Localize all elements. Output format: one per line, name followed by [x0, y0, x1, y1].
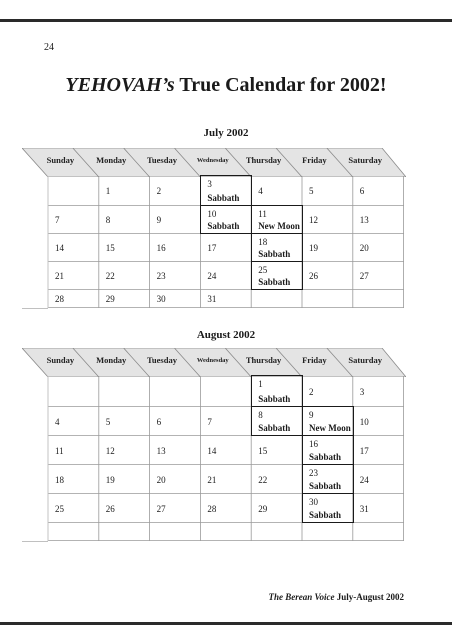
- day-number: 6: [156, 416, 162, 427]
- calendar-day-cell: [302, 176, 353, 206]
- day-number: 16: [156, 243, 166, 253]
- sabbath-label: Sabbath: [258, 423, 291, 433]
- highlighted-day-frame: [251, 233, 303, 262]
- highlighted-day-frame: [302, 493, 354, 523]
- weekday-thursday: Thursday: [245, 355, 282, 365]
- calendar-day-cell: [353, 494, 404, 523]
- weekday-saturday: Saturday: [348, 155, 382, 165]
- day-number: 7: [55, 215, 60, 225]
- day-number: 4: [258, 186, 263, 196]
- august-calendar-title: August 2002: [196, 329, 256, 341]
- day-number: 14: [55, 243, 64, 253]
- day-number: 1: [105, 186, 111, 196]
- calendar-day-cell: [302, 234, 353, 262]
- day-number: 15: [105, 243, 115, 253]
- calendar-day-cell: [302, 262, 353, 290]
- new-moon-label: New Moon: [258, 221, 300, 231]
- highlighted-day-frame: [251, 406, 303, 436]
- highlighted-day-frame: [200, 175, 252, 206]
- calendar-day-cell: [48, 465, 99, 494]
- day-number: 7: [207, 416, 212, 427]
- day-number: 17: [207, 243, 217, 253]
- weekday-friday: Friday: [302, 355, 327, 365]
- day-number: 15: [258, 445, 268, 456]
- day-number: 20: [156, 474, 166, 485]
- day-number: 18: [258, 237, 268, 247]
- calendar-day-cell: [48, 407, 99, 436]
- day-number: 31: [359, 503, 369, 514]
- calendar-day-cell: [353, 465, 404, 494]
- weekday-friday: Friday: [302, 155, 327, 165]
- weekday-tuesday: Tuesday: [147, 155, 177, 165]
- day-number: 23: [156, 271, 166, 281]
- footer-publication: The Berean Voice: [268, 592, 335, 602]
- day-number: 9: [156, 215, 162, 225]
- calendar-day-cell: [150, 494, 201, 523]
- calendar-day-cell: [99, 176, 150, 206]
- day-number: 12: [105, 445, 115, 456]
- day-number: 21: [207, 474, 217, 485]
- footer-issue: July-August 2002: [334, 592, 404, 602]
- august-calendar-grid: [48, 376, 404, 541]
- calendar-day-cell: [99, 290, 150, 308]
- weekday-monday: Monday: [96, 355, 127, 365]
- title-rest: True Calendar for 2002!: [174, 74, 387, 96]
- day-number: 11: [55, 445, 64, 456]
- day-number: 5: [105, 416, 111, 427]
- calendar-day-cell: [150, 290, 201, 308]
- highlighted-day-frame: [251, 375, 303, 407]
- calendar-day-cell: [353, 176, 404, 206]
- day-number: 9: [309, 410, 314, 420]
- calendar-day-cell: [150, 206, 201, 234]
- calendar-day-cell: [99, 234, 150, 262]
- day-number: 3: [207, 179, 212, 189]
- day-number: 30: [156, 294, 166, 304]
- july-weekday-header: [22, 148, 406, 177]
- calendar-day-cell: [99, 407, 150, 436]
- calendar-day-cell: [353, 234, 404, 262]
- calendar-day-cell: [99, 494, 150, 523]
- calendar-day-cell: [353, 407, 404, 436]
- sabbath-label: Sabbath: [258, 394, 291, 404]
- day-number: 25: [55, 503, 64, 514]
- calendar-day-cell: [150, 436, 201, 465]
- day-number: 13: [359, 215, 369, 225]
- calendar-day-cell: [150, 176, 201, 206]
- calendar-day-cell: [48, 262, 99, 290]
- day-number: 29: [258, 503, 268, 514]
- day-number: 6: [359, 186, 365, 196]
- day-number: 22: [105, 271, 115, 281]
- day-number: 29: [105, 294, 115, 304]
- calendar-day-cell: [150, 465, 201, 494]
- bottom-rule: [0, 622, 452, 625]
- highlighted-day-frame: [302, 464, 354, 494]
- sabbath-label: Sabbath: [207, 221, 240, 231]
- day-number: 20: [359, 243, 369, 253]
- highlighted-day-frame: [302, 406, 354, 436]
- calendar-day-cell: [99, 262, 150, 290]
- calendar-day-cell: [251, 465, 302, 494]
- day-number: 12: [309, 215, 318, 225]
- weekday-monday: Monday: [96, 155, 127, 165]
- calendar-day-cell: [48, 290, 99, 308]
- day-number: 10: [207, 209, 217, 219]
- calendar-day-cell: [353, 436, 404, 465]
- weekday-wednesday: Wednesday: [196, 157, 229, 164]
- calendar-day-cell: [200, 465, 251, 494]
- sabbath-label: Sabbath: [309, 481, 342, 491]
- day-number: 24: [207, 271, 217, 281]
- day-number: 24: [359, 474, 369, 485]
- highlighted-day-frame: [302, 435, 354, 465]
- sabbath-label: Sabbath: [309, 510, 342, 520]
- weekday-tuesday: Tuesday: [147, 355, 177, 365]
- sabbath-label: Sabbath: [309, 452, 342, 462]
- day-number: 27: [156, 503, 166, 514]
- day-number: 13: [156, 445, 166, 456]
- day-number: 3: [359, 386, 365, 397]
- calendar-day-cell: [200, 290, 251, 308]
- calendar-day-cell: [200, 234, 251, 262]
- calendar-day-cell: [353, 376, 404, 407]
- calendar-day-cell: [48, 494, 99, 523]
- day-number: 28: [207, 503, 217, 514]
- top-rule: [0, 19, 452, 22]
- day-number: 16: [309, 439, 318, 449]
- title-italic: YEHOVAH’s: [65, 74, 175, 96]
- grid-bottom-edge: [22, 308, 48, 309]
- calendar-day-cell: [251, 436, 302, 465]
- footer-credit: [268, 592, 404, 602]
- day-number: 19: [105, 474, 115, 485]
- day-number: 23: [309, 468, 318, 478]
- weekday-thursday: Thursday: [245, 155, 282, 165]
- july-calendar-grid: [48, 176, 404, 308]
- day-number: 22: [258, 474, 268, 485]
- calendar-day-cell: [150, 407, 201, 436]
- calendar-day-cell: [251, 176, 302, 206]
- day-number: 31: [207, 294, 217, 304]
- sabbath-label: Sabbath: [207, 193, 240, 203]
- day-number: 8: [258, 410, 263, 420]
- day-number: 26: [309, 271, 318, 281]
- day-number: 25: [258, 265, 268, 275]
- weekday-wednesday: Wednesday: [196, 357, 229, 364]
- day-number: 19: [309, 243, 318, 253]
- page-number: 24: [44, 42, 54, 53]
- day-number: 2: [156, 186, 162, 196]
- day-number: 10: [359, 416, 369, 427]
- calendar-day-cell: [200, 494, 251, 523]
- weekday-sunday: Sunday: [46, 155, 75, 165]
- weekday-saturday: Saturday: [348, 355, 382, 365]
- highlighted-day-frame: [200, 205, 252, 234]
- day-number: 4: [55, 416, 60, 427]
- day-number: 2: [309, 386, 314, 397]
- day-number: 8: [105, 215, 111, 225]
- calendar-day-cell: [99, 436, 150, 465]
- day-number: 5: [309, 186, 314, 196]
- calendar-day-cell: [48, 436, 99, 465]
- highlighted-day-frame: [251, 205, 303, 234]
- calendar-day-cell: [48, 206, 99, 234]
- sabbath-label: Sabbath: [258, 249, 291, 259]
- day-number: 1: [258, 379, 263, 389]
- calendar-day-cell: [353, 262, 404, 290]
- new-moon-label: New Moon: [309, 423, 351, 433]
- day-number: 21: [55, 271, 64, 281]
- grid-bottom-edge: [22, 541, 48, 542]
- calendar-day-cell: [302, 376, 353, 407]
- sabbath-label: Sabbath: [258, 277, 291, 287]
- day-number: 14: [207, 445, 217, 456]
- calendar-day-cell: [302, 206, 353, 234]
- calendar-day-cell: [200, 262, 251, 290]
- day-number: 17: [359, 445, 369, 456]
- calendar-day-cell: [200, 407, 251, 436]
- day-number: 30: [309, 497, 318, 507]
- highlighted-day-frame: [251, 261, 303, 290]
- august-weekday-header: [22, 348, 406, 377]
- weekday-sunday: Sunday: [46, 355, 75, 365]
- calendar-day-cell: [150, 262, 201, 290]
- day-number: 28: [55, 294, 64, 304]
- calendar-day-cell: [200, 436, 251, 465]
- day-number: 26: [105, 503, 115, 514]
- calendar-day-cell: [251, 494, 302, 523]
- calendar-day-cell: [150, 234, 201, 262]
- july-calendar-title: July 2002: [203, 127, 249, 139]
- page-title: [0, 74, 452, 97]
- day-number: 18: [55, 474, 64, 485]
- calendar-day-cell: [353, 206, 404, 234]
- calendar-day-cell: [48, 234, 99, 262]
- day-number: 27: [359, 271, 369, 281]
- calendar-day-cell: [99, 465, 150, 494]
- calendar-day-cell: [99, 206, 150, 234]
- day-number: 11: [258, 209, 267, 219]
